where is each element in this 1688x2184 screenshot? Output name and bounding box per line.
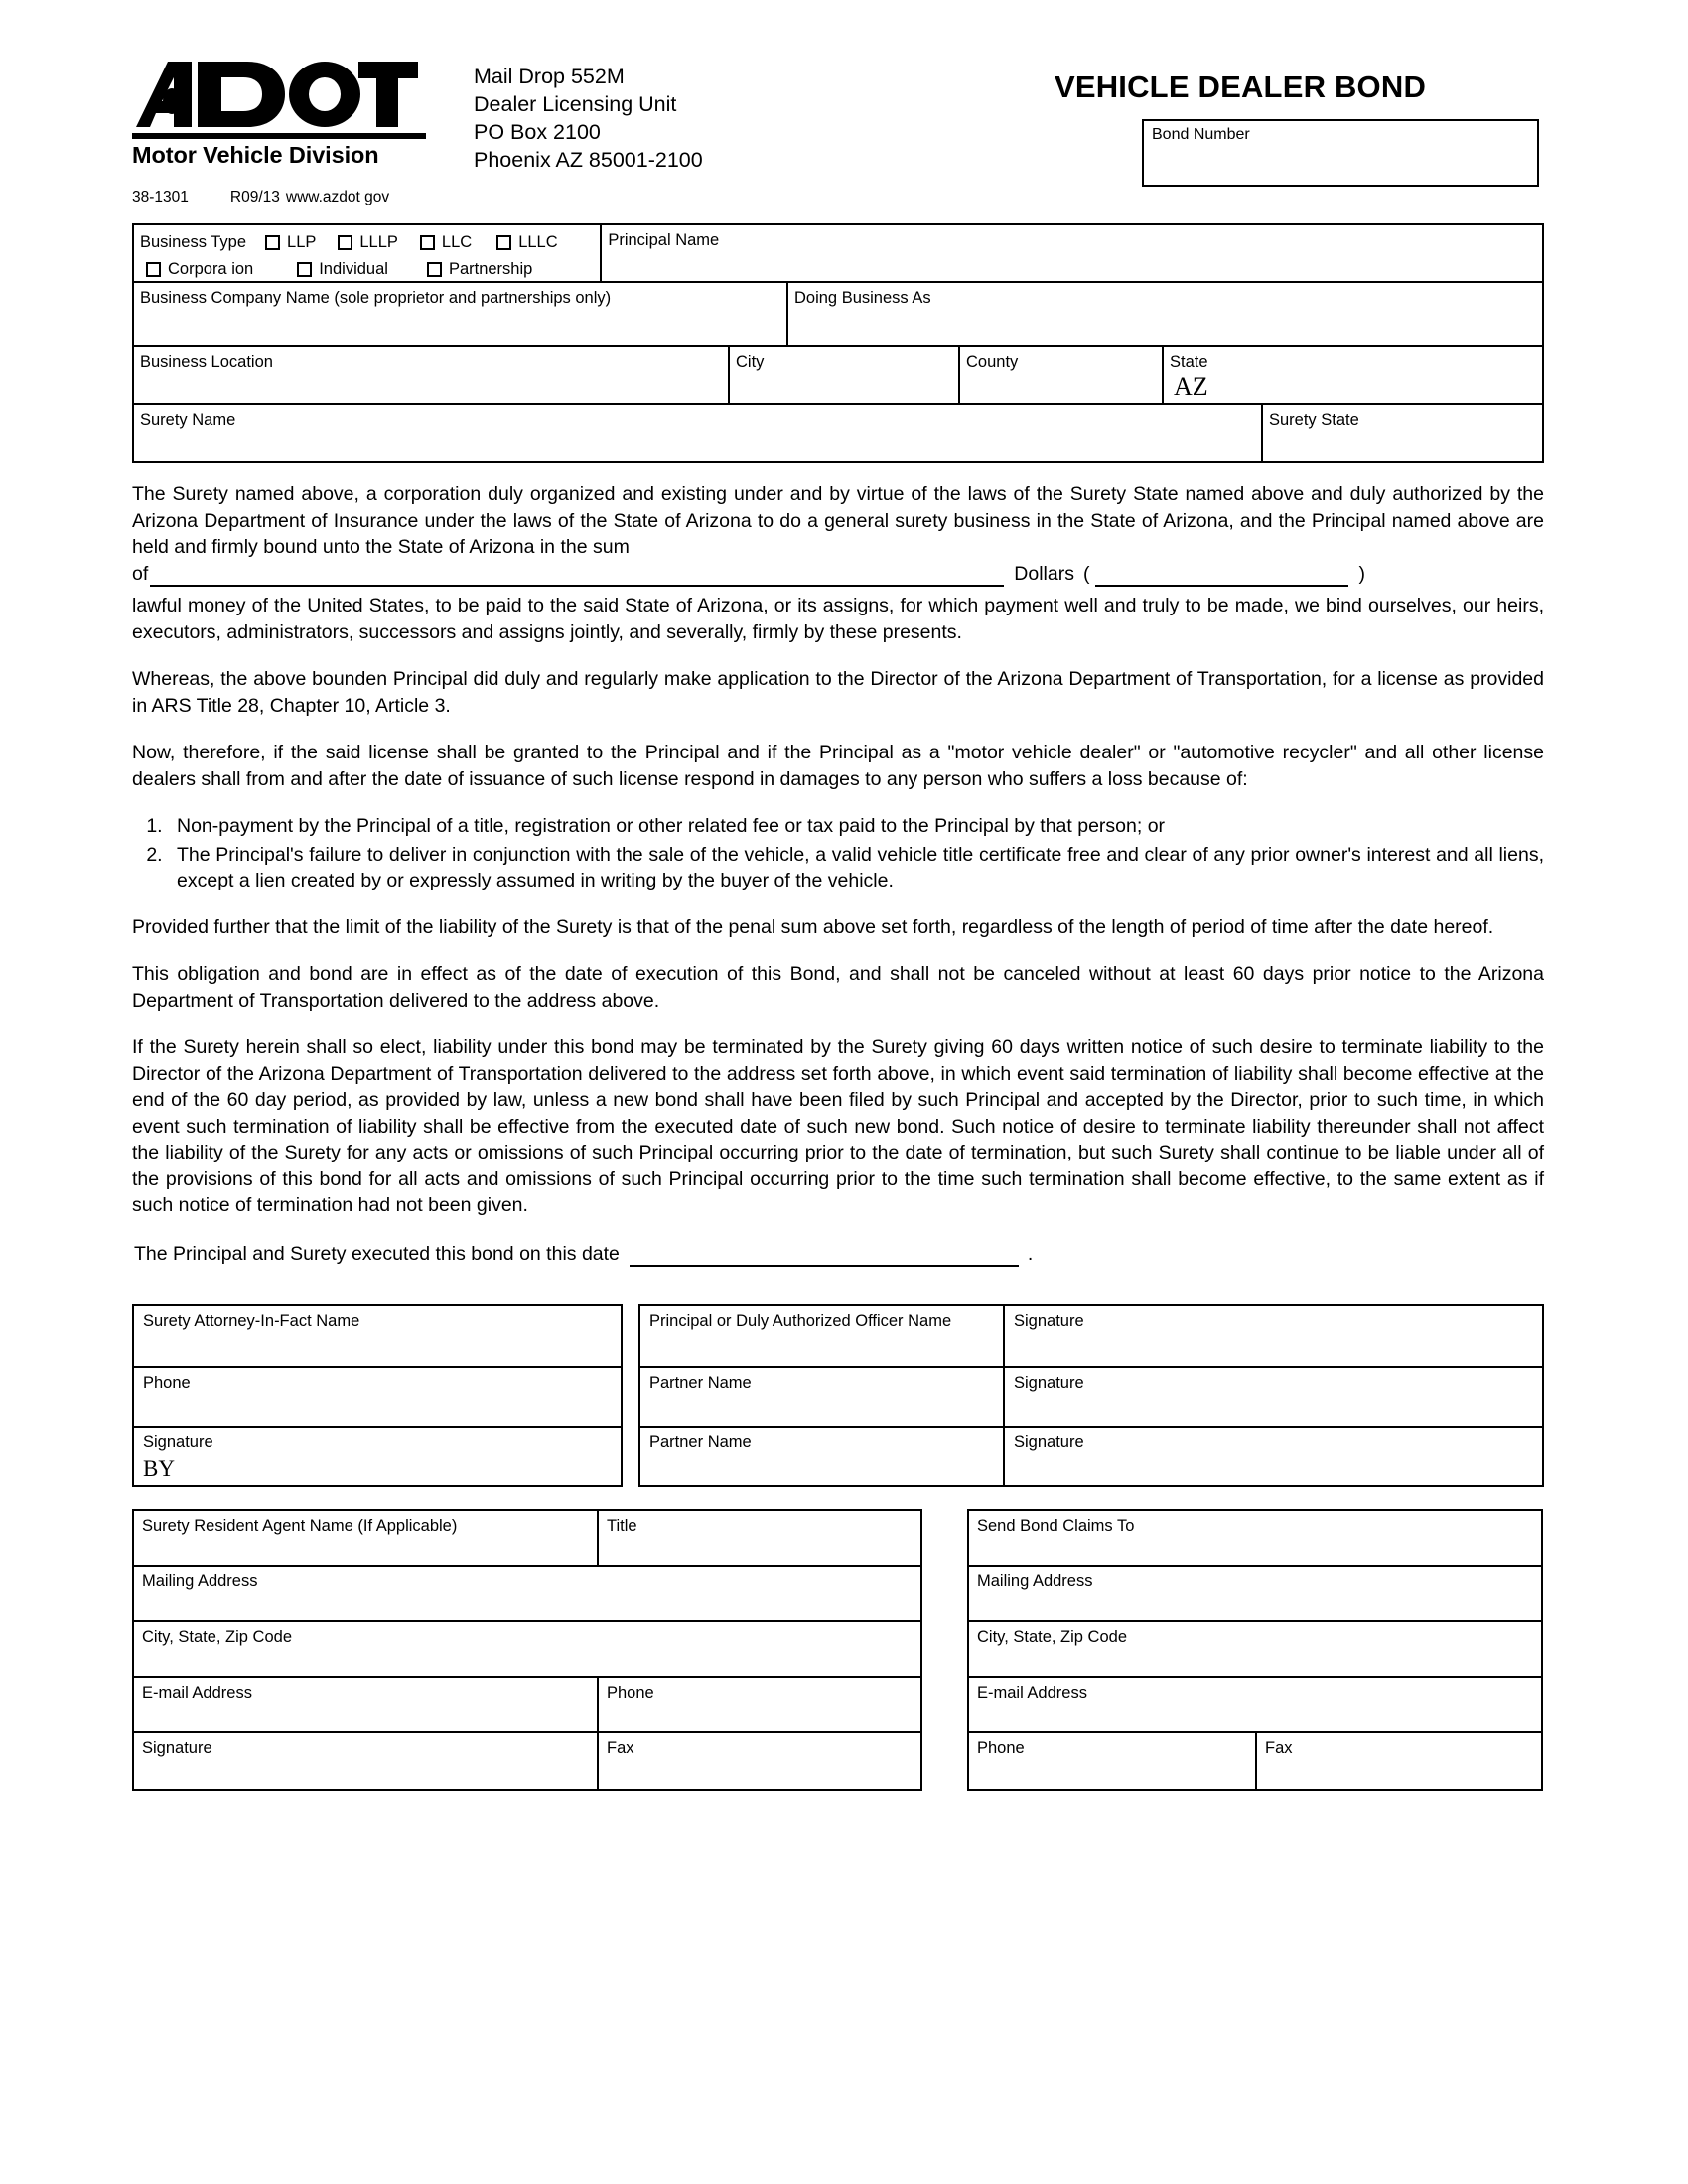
adot-logo-block	[132, 58, 430, 169]
surety-name-label: Surety Name	[140, 411, 236, 429]
state-label: State	[1170, 353, 1208, 371]
bond-number-field[interactable]	[1142, 119, 1539, 187]
surety-attorney-in-fact-name-label: Surety Attorney-In-Fact Name	[143, 1312, 360, 1331]
address-line-3: PO Box 2100	[474, 119, 601, 144]
partner-name-label-1: Partner Name	[649, 1374, 752, 1393]
principal-officer-name-field[interactable]	[640, 1306, 1003, 1366]
paragraph-6: This obligation and bond are in effect as of the date of execution of this Bond, and shall not be canceled without at least 60 days prior notice to the Arizona Department of Transportation delivered to the address above.	[132, 963, 1544, 1012]
claims-mailing-address-label: Mailing Address	[977, 1572, 1093, 1591]
surety-signature-by-prefix: BY	[143, 1456, 175, 1482]
checkbox-option-partnership[interactable]	[427, 260, 532, 279]
table-row	[134, 1511, 920, 1567]
applicant-info-grid	[132, 223, 1544, 463]
checkbox-icon[interactable]	[297, 262, 312, 277]
surety-signature-field[interactable]	[134, 1428, 621, 1485]
form-sheet	[132, 30, 1544, 1791]
checkbox-option-individual[interactable]	[297, 260, 388, 279]
surety-name-field[interactable]	[134, 405, 1261, 461]
agent-fax-label: Fax	[607, 1739, 634, 1758]
table-row	[134, 1368, 621, 1428]
claims-phone-field[interactable]	[969, 1733, 1255, 1789]
surety-signature-label: Signature	[143, 1433, 213, 1452]
table-row	[134, 1306, 621, 1368]
business-type-label: Business Type	[140, 233, 247, 251]
table-row	[640, 1368, 1542, 1428]
checkbox-option-llp[interactable]	[265, 233, 316, 252]
dollars-label: Dollars	[1014, 562, 1074, 585]
resident-agent-title-label: Title	[607, 1517, 637, 1536]
form-revision: R09/13	[229, 189, 280, 205]
agent-signature-label: Signature	[142, 1739, 212, 1758]
business-location-label: Business Location	[140, 353, 273, 371]
claims-fax-label: Fax	[1265, 1739, 1293, 1758]
address-line-4: Phoenix AZ 85001-2100	[474, 147, 703, 172]
claims-email-label: E-mail Address	[977, 1684, 1087, 1703]
agent-city-state-zip-field[interactable]	[134, 1622, 920, 1676]
state-value: AZ	[1174, 371, 1208, 401]
paragraph-2: lawful money of the United States, to be paid to the said State of Arizona, or its assigns, for which payment well and truly to be made, we bind ourselves, our heirs, executors, administrators, successors and assigns jointly, and severally, firmly by these presents.	[132, 595, 1544, 643]
paragraph-5: Provided further that the limit of the liability of the Surety is that of the penal sum above set forth, regardless of the length of period of time after the date hereof.	[132, 915, 1494, 938]
paragraph-1: The Surety named above, a corporation duly organized and existing under and by virtue of the laws of the Surety State named above and duly authorized by the Arizona Department of Insurance under the laws of the State of Arizona to do a general surety business in the State of Arizona, and the Principal named above are held and firmly bound unto the State of Arizona in the sum	[132, 483, 1544, 559]
principal-name-label: Principal Name	[608, 231, 720, 249]
checkbox-label-llc: LLC	[441, 233, 473, 251]
surety-signature-block	[132, 1304, 623, 1487]
table-row	[640, 1306, 1542, 1368]
business-type-row	[134, 225, 1542, 283]
claims-phone-label: Phone	[977, 1739, 1025, 1758]
surety-phone-label: Phone	[143, 1374, 191, 1393]
penal-sum-numeric-blank[interactable]	[1095, 571, 1348, 587]
partner-signature-field-1[interactable]	[1003, 1368, 1542, 1426]
partner-name-label-2: Partner Name	[649, 1433, 752, 1452]
table-row	[134, 1428, 621, 1485]
company-name-row	[134, 283, 1542, 347]
county-label: County	[966, 353, 1019, 371]
agent-mailing-address-label: Mailing Address	[142, 1572, 258, 1591]
paragraph-7: If the Surety herein shall so elect, liability under this bond may be terminated by the Surety giving 60 days written notice of such desire to terminate liability to the Director of the Arizona Department of Transportation delivered to the address set forth above, in which event said termination of liability shall become effective at the end of the 60 day period, as provided by law, unless a new bond shall have been filed by such Principal and accepted by the Director, prior to such time, in which event such termination of liability shall be effective from the executed date of such new bond. Such notice of desire to terminate liability thereunder shall not affect the liability of the Surety for any acts or omissions of such Principal occurring prior to the date of termination, but such Surety shall continue to be liable under all of the provisions of this bond for all acts and omissions of such Principal occurring prior to the time such termination shall become effective, to the same extent as if such notice of termination had not been given.	[132, 1036, 1544, 1217]
list-item: 2. The Principal's failure to deliver in conjunction with the sale of the vehicle, a valid vehicle title certificate free and clear of any prior owner's interest and all liens, except a lien created by or expressly assumed in writing by the buyer of the vehicle.	[168, 842, 1544, 894]
paren-close: )	[1358, 562, 1365, 585]
penal-sum-words-blank[interactable]	[150, 571, 1004, 587]
bond-body-text	[132, 481, 1544, 1267]
resident-agent-name-label: Surety Resident Agent Name (If Applicable)	[142, 1517, 458, 1536]
checkbox-label-partnership: Partnership	[448, 260, 533, 278]
partner-name-field-1[interactable]	[640, 1368, 1003, 1426]
execution-date-text: The Principal and Surety executed this bond on this date	[134, 1242, 620, 1265]
claims-city-state-zip-field[interactable]	[969, 1622, 1541, 1676]
business-company-name-field[interactable]	[134, 283, 786, 345]
sum-of-prefix: of	[132, 562, 149, 585]
checkbox-label-lllc: LLLC	[518, 233, 558, 251]
checkbox-icon[interactable]	[427, 262, 442, 277]
checkbox-label-individual: Individual	[319, 260, 388, 278]
page-title: VEHICLE DEALER BOND	[1054, 69, 1427, 104]
signature-table	[132, 1304, 1544, 1487]
table-row	[969, 1511, 1541, 1567]
agent-fax-field[interactable]	[597, 1733, 920, 1789]
partner-signature-label-1: Signature	[1014, 1374, 1084, 1393]
partner-signature-field-2[interactable]	[1003, 1428, 1542, 1485]
surety-resident-agent-table	[132, 1509, 922, 1791]
send-bond-claims-to-label: Send Bond Claims To	[977, 1517, 1135, 1536]
checkbox-option-corporation[interactable]	[146, 260, 253, 279]
principal-officer-name-label: Principal or Duly Authorized Officer Name	[649, 1312, 952, 1331]
claims-city-state-zip-label: City, State, Zip Code	[977, 1628, 1128, 1647]
agent-email-field[interactable]	[134, 1678, 597, 1731]
city-label: City	[736, 353, 765, 371]
state-field[interactable]	[1162, 347, 1542, 403]
agent-phone-field[interactable]	[597, 1678, 920, 1731]
send-bond-claims-to-field[interactable]	[969, 1511, 1541, 1565]
checkbox-option-lllp[interactable]	[338, 233, 398, 252]
checkbox-icon[interactable]	[265, 235, 280, 250]
table-row	[969, 1733, 1541, 1789]
checkbox-label-corporation: Corpora ion	[168, 260, 254, 278]
business-type-cell	[134, 225, 600, 281]
list-item: 1. Non-payment by the Principal of a title, registration or other related fee or tax paid to the Principal by that person; or	[168, 813, 1544, 840]
agent-phone-label: Phone	[607, 1684, 654, 1703]
mailing-address-block	[474, 64, 703, 175]
title-block	[926, 69, 1544, 143]
agent-city-state-zip-label: City, State, Zip Code	[142, 1628, 293, 1647]
table-row	[134, 1733, 920, 1789]
address-line-2: Dealer Licensing Unit	[474, 91, 677, 116]
checkbox-option-llc[interactable]	[420, 233, 472, 252]
paragraph-4: Now, therefore, if the said license shall be granted to the Principal and if the Principal as a "motor vehicle dealer" or "automotive recycler" and all other license dealers shall from and after the date of issuance of such license respond in damages to any person who suffers a loss because of:	[132, 742, 1544, 790]
table-row	[969, 1678, 1541, 1733]
principal-signature-block	[638, 1304, 1544, 1487]
checkbox-icon[interactable]	[496, 235, 511, 250]
city-field[interactable]	[728, 347, 958, 403]
logo-underline-rule	[132, 133, 426, 139]
county-field[interactable]	[958, 347, 1162, 403]
principal-officer-signature-field[interactable]	[1003, 1306, 1542, 1366]
claims-email-field[interactable]	[969, 1678, 1541, 1731]
surety-state-field[interactable]	[1261, 405, 1542, 461]
claims-fax-field[interactable]	[1255, 1733, 1541, 1789]
checkbox-icon[interactable]	[338, 235, 352, 250]
send-bond-claims-table	[967, 1509, 1543, 1791]
resident-agent-title-field[interactable]	[597, 1511, 920, 1565]
business-location-row	[134, 347, 1542, 405]
resident-agent-name-field[interactable]	[134, 1511, 597, 1565]
execution-date-blank[interactable]	[630, 1251, 1019, 1267]
surety-attorney-in-fact-name-field[interactable]	[134, 1306, 621, 1366]
checkbox-label-lllp: LLLP	[359, 233, 398, 251]
partner-name-field-2[interactable]	[640, 1428, 1003, 1485]
agent-mailing-address-field[interactable]	[134, 1567, 920, 1620]
execution-date-line	[134, 1241, 1544, 1268]
form-header	[132, 30, 1544, 223]
checkbox-icon[interactable]	[146, 262, 161, 277]
bond-number-label: Bond Number	[1152, 126, 1250, 143]
adot-wordmark-logo	[132, 58, 418, 131]
table-row	[134, 1567, 920, 1622]
principal-name-field[interactable]	[600, 225, 1542, 281]
checkbox-option-lllc[interactable]	[496, 233, 557, 252]
penal-sum-line	[132, 561, 1544, 588]
doing-business-as-field[interactable]	[786, 283, 1542, 345]
table-row	[969, 1567, 1541, 1622]
surety-row	[134, 405, 1542, 463]
business-company-name-label: Business Company Name (sole proprietor and partnerships only)	[140, 289, 612, 307]
surety-state-label: Surety State	[1269, 411, 1359, 429]
agent-email-label: E-mail Address	[142, 1684, 252, 1703]
checkbox-icon[interactable]	[420, 235, 435, 250]
table-row	[640, 1428, 1542, 1485]
paren-open: (	[1082, 562, 1090, 585]
surety-phone-field[interactable]	[134, 1368, 621, 1426]
partner-signature-label-2: Signature	[1014, 1433, 1084, 1452]
form-number-row	[132, 189, 389, 206]
execution-date-period: .	[1027, 1242, 1034, 1265]
division-name: Motor Vehicle Division	[132, 142, 379, 168]
claims-mailing-address-field[interactable]	[969, 1567, 1541, 1620]
checkbox-label-llp: LLP	[287, 233, 317, 251]
table-row	[134, 1678, 920, 1733]
bottom-tables	[132, 1509, 1544, 1791]
agent-signature-field[interactable]	[134, 1733, 597, 1789]
table-row	[134, 1622, 920, 1678]
doing-business-as-label: Doing Business As	[794, 289, 931, 307]
address-line-1: Mail Drop 552M	[474, 65, 625, 88]
agency-website: www.azdot gov	[285, 189, 390, 205]
paragraph-3: Whereas, the above bounden Principal did duly and regularly make application to the Director of the Arizona Department of Transportation, for a license as provided in ARS Title 28, Chapter 10, Article 3.	[132, 668, 1544, 717]
business-location-field[interactable]	[134, 347, 728, 403]
principal-officer-signature-label: Signature	[1014, 1312, 1084, 1331]
loss-causes-list	[132, 813, 1544, 894]
form-number: 38-1301	[132, 189, 189, 205]
table-row	[969, 1622, 1541, 1678]
